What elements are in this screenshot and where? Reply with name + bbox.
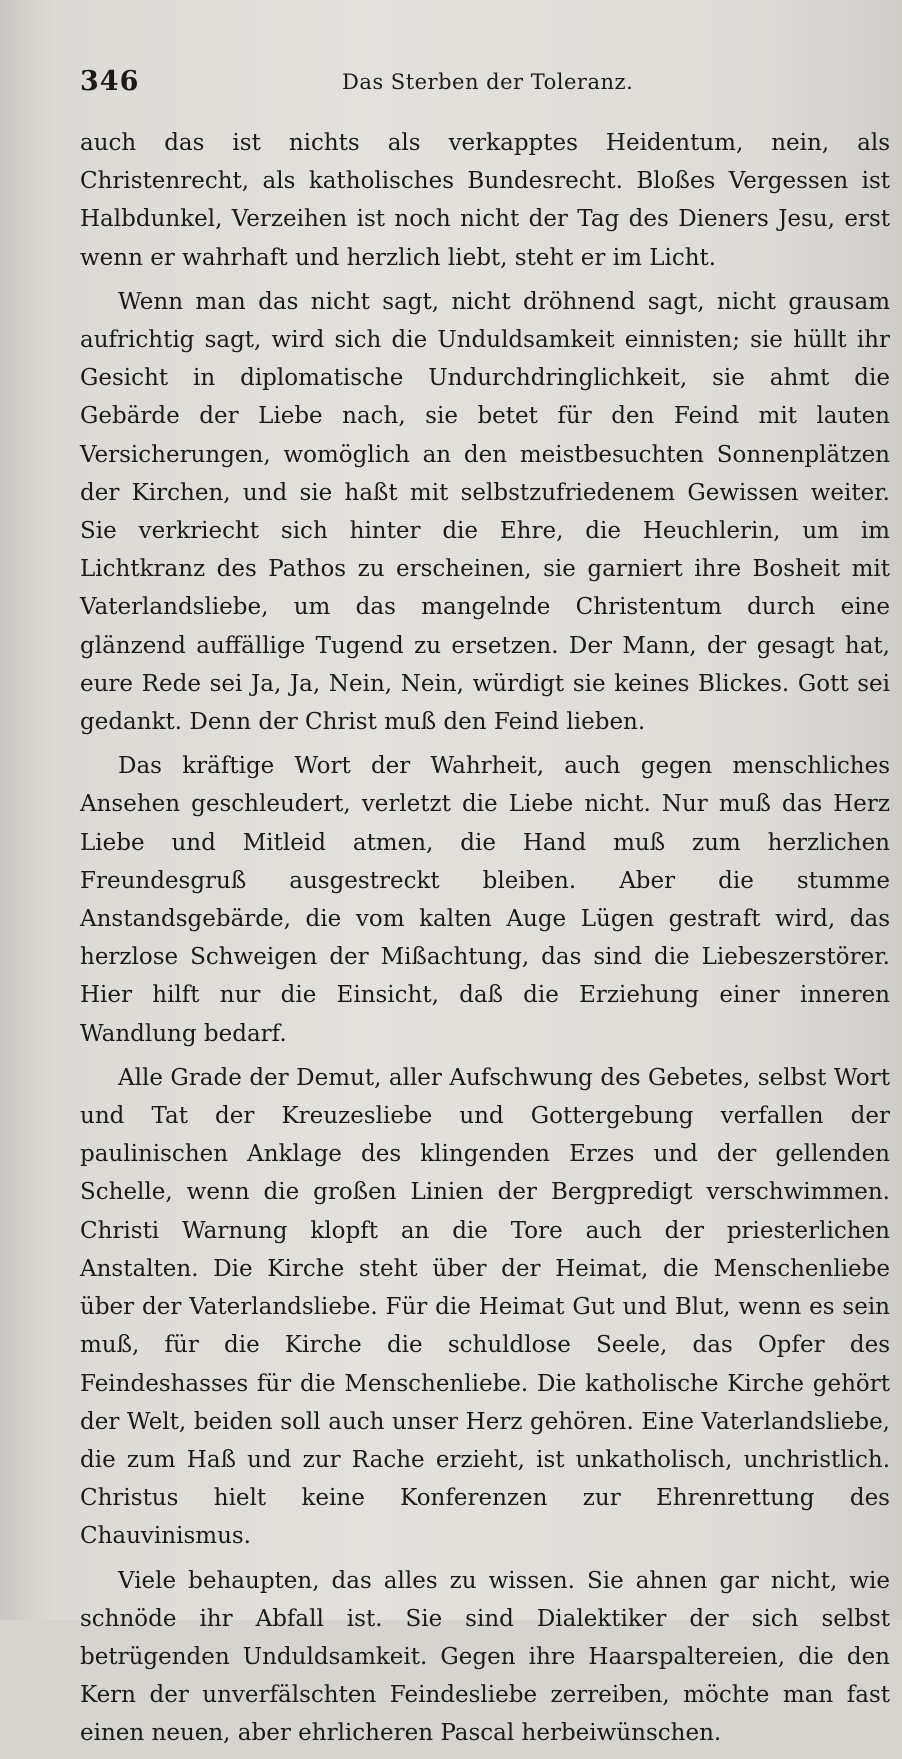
paragraph-5: Viele behaupten, das alles zu wissen. Sie ahnen gar nicht, wie schnöde ihr Abfall ist. Sie sind Dialektiker der sich selbst betrügenden Unduldsamkeit. Gegen ihre Haarspaltereien, die den Kern der unverfälschten Feindesliebe zerreiben, möchte man fast einen neuen, aber ehrlicheren Pascal herbeiwünschen. [80,1567,890,1747]
running-head: Das Sterben der Toleranz. [342,70,634,94]
body-text [80,124,890,1759]
paragraph-2: Wenn man das nicht sagt, nicht dröhnend sagt, nicht grausam aufrichtig sagt, wird sich die Unduldsamkeit einnisten; sie hüllt ihr Gesicht in diplomatische Undurchdringlichkeit, sie ahmt die Gebärde der Liebe nach, sie betet für den Feind mit lauten Versicherungen, womöglich an den meistbesuchten Sonnenplätzen der Kirchen, und sie haßt mit selbstzufriedenem Gewissen weiter. Sie verkriecht sich hinter die Ehre, die Heuchlerin, um im Lichtkranz des Pathos zu erscheinen, sie garniert ihre Bosheit mit Vaterlandsliebe, um das mangelnde Christentum durch eine glänzend auffällige Tugend zu ersetzen. Der Mann, der gesagt hat, eure Rede sei Ja, Ja, Nein, Nein, würdigt sie keines Blickes. Gott sei gedankt. Denn der Christ muß den Feind lieben. [80,288,890,736]
paragraph-3: Das kräftige Wort der Wahrheit, auch gegen menschliches Ansehen geschleudert, verletzt die Liebe nicht. Nur muß das Herz Liebe und Mitleid atmen, die Hand muß zum herzlichen Freundesgruß ausgestreckt bleiben. Aber die stumme Anstandsgebärde, die vom kalten Auge Lügen gestraft wird, das herzlose Schweigen der Mißachtung, das sind die Liebeszerstörer. Hier hilft nur die Einsicht, daß die Erziehung einer inneren Wandlung bedarf. [80,753,890,1047]
page-header [72,66,866,106]
paragraph-1: auch das ist nichts als verkapptes Heidentum, nein, als Christenrecht, als katholisches Bundesrecht. Bloßes Vergessen ist Halbdunkel, Verzeihen ist noch nicht der Tag des Dieners Jesu, erst wenn er wahrhaft und herzlich liebt, steht er im Licht. [80,130,890,271]
page-number: 346 [80,66,140,97]
paragraph-4: Alle Grade der Demut, aller Aufschwung des Gebetes, selbst Wort und Tat der Kreuzesliebe und Gottergebung verfallen der paulinischen Anklage des klingenden Erzes und der gellenden Schelle, wenn die großen Linien der Bergpredigt verschwimmen. Christi Warnung klopft an die Tore auch der priesterlichen Anstalten. Die Kirche steht über der Heimat, die Menschenliebe über der Vaterlandsliebe. Für die Heimat Gut und Blut, wenn es sein muß, für die Kirche die schuldlose Seele, das Opfer des Feindeshasses für die Menschenliebe. Die katholische Kirche gehört der Welt, beiden soll auch unser Herz gehören. Eine Vaterlandsliebe, die zum Haß und zur Rache erzieht, ist unkatholisch, unchristlich. Christus hielt keine Konferenzen zur Ehrenrettung des Chauvinismus. [80,1064,890,1550]
